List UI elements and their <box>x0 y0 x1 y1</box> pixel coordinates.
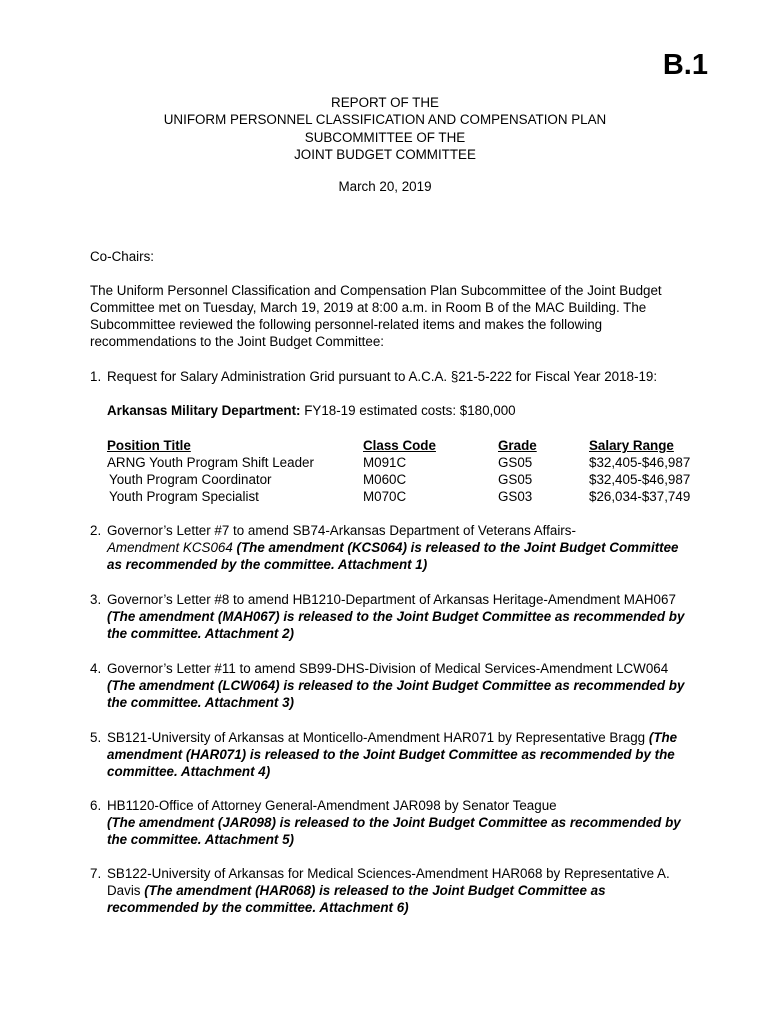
amendment-result: (The amendment (KCS064) is released to the Joint Budget Committee as recommended by the committee. Attachment 1) <box>107 540 679 572</box>
table-row <box>107 488 707 505</box>
amendment-result: (The amendment (MAH067) is released to the Joint Budget Committee as recommended by the committee. Attachment 2) <box>107 609 685 641</box>
class-code: M060C <box>363 472 407 487</box>
item-6 <box>90 797 690 848</box>
salary-range: $26,034-$37,749 <box>589 489 691 504</box>
item-2 <box>90 522 690 573</box>
position-title: Youth Program Specialist <box>109 489 259 504</box>
column-header: Grade <box>498 438 537 453</box>
department-name: Arkansas Military Department: <box>107 403 301 418</box>
item-title: SB122-University of Arkansas for Medical Sciences-Amendment HAR068 by Representative A. Davis <box>107 866 670 898</box>
salary-table <box>107 437 707 505</box>
table-row <box>107 471 707 488</box>
item-title: HB1120-Office of Attorney General-Amendment JAR098 by Senator Teague <box>107 798 557 813</box>
column-header: Position Title <box>107 438 191 453</box>
table-row <box>107 454 707 471</box>
item-1 <box>90 368 690 385</box>
item-title: Governor’s Letter #7 to amend SB74-Arkansas Department of Veterans Affairs- <box>107 523 576 538</box>
column-header: Salary Range <box>589 438 674 453</box>
item-number: 1. <box>90 369 102 384</box>
item-4 <box>90 660 690 711</box>
item-text <box>107 522 690 573</box>
item-text <box>107 797 690 848</box>
salary-range: $32,405-$46,987 <box>589 472 691 487</box>
item-text <box>107 591 690 642</box>
header-line: JOINT BUDGET COMMITTEE <box>294 146 476 162</box>
header-line: SUBCOMMITTEE OF THE <box>304 129 466 145</box>
report-header <box>0 94 770 163</box>
item-text <box>107 660 690 711</box>
department-line <box>107 402 707 419</box>
item-title: SB121-University of Arkansas at Monticello-Amendment HAR071 by Representative Bragg <box>107 730 646 745</box>
salutation: Co-Chairs: <box>90 249 154 264</box>
header-line: UNIFORM PERSONNEL CLASSIFICATION AND COMPENSATION PLAN <box>163 112 607 128</box>
position-title: ARNG Youth Program Shift Leader <box>107 455 314 470</box>
position-title: Youth Program Coordinator <box>109 472 272 487</box>
salary-range: $32,405-$46,987 <box>589 455 691 470</box>
item-text <box>107 865 690 916</box>
column-header: Class Code <box>363 438 436 453</box>
report-date: March 20, 2019 <box>338 179 432 194</box>
item-number: 2. <box>90 523 102 538</box>
class-code: M091C <box>363 455 407 470</box>
item-number: 4. <box>90 661 102 676</box>
item-text <box>107 729 690 780</box>
item-number: 3. <box>90 592 102 607</box>
intro-paragraph: The Uniform Personnel Classification and Compensation Plan Subcommittee of the Joint Budget Committee met on Tuesday, March 19, 2019 at 8:00 a.m. in Room B of the MAC Building. The Subcommittee reviewed the following personnel-related items and makes the following recommendations to the Joint Budget Committee: <box>90 283 662 349</box>
item-7 <box>90 865 690 916</box>
item-title: Governor’s Letter #11 to amend SB99-DHS-Division of Medical Services-Amendment LCW064 <box>107 661 669 676</box>
grade: GS05 <box>498 472 533 487</box>
class-code: M070C <box>363 489 407 504</box>
item-5 <box>90 729 690 780</box>
department-cost: FY18-19 estimated costs: $180,000 <box>304 403 516 418</box>
grade: GS03 <box>498 489 533 504</box>
document-tag: B.1 <box>662 49 708 81</box>
grade: GS05 <box>498 455 533 470</box>
amendment-result: (The amendment (LCW064) is released to the Joint Budget Committee as recommended by the committee. Attachment 3) <box>107 678 685 710</box>
item-number: 7. <box>90 866 102 881</box>
amendment-label: Amendment KCS064 <box>107 540 233 555</box>
item-3 <box>90 591 690 642</box>
header-line: REPORT OF THE <box>331 95 439 110</box>
amendment-result: (The amendment (JAR098) is released to the Joint Budget Committee as recommended by the committee. Attachment 5) <box>107 815 681 847</box>
amendment-result: (The amendment (HAR071) is released to the Joint Budget Committee as recommended by the committee. Attachment 4) <box>107 730 678 779</box>
amendment-result: (The amendment (HAR068) is released to the Joint Budget Committee as recommended by the committee. Attachment 6) <box>107 883 606 915</box>
item-text: Request for Salary Administration Grid pursuant to A.C.A. §21-5-222 for Fiscal Year 2018-19: <box>107 369 658 384</box>
item-number: 6. <box>90 798 102 813</box>
item-number: 5. <box>90 730 102 745</box>
table-header-row <box>107 437 707 454</box>
item-title: Governor’s Letter #8 to amend HB1210-Department of Arkansas Heritage-Amendment MAH067 <box>107 592 676 607</box>
